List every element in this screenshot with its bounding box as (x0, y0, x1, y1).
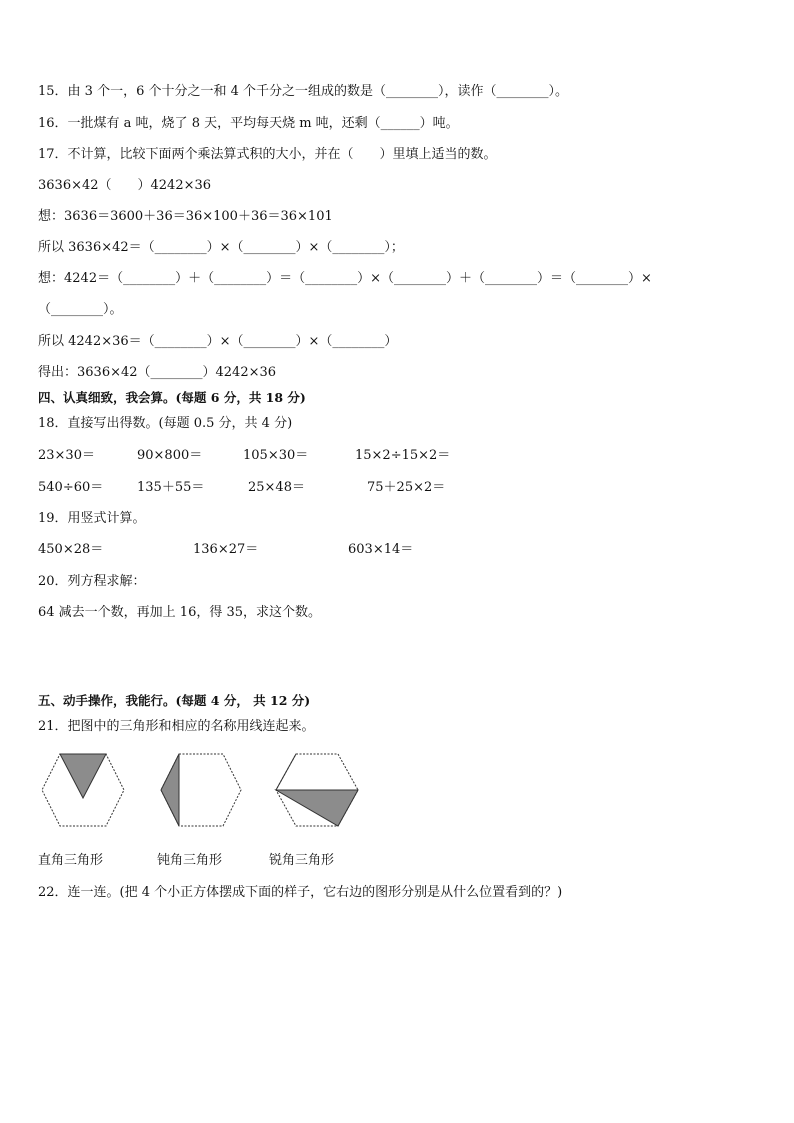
vertical-calc-item: 136×27＝ (193, 542, 259, 557)
vertical-calc-item: 603×14＝ (348, 542, 414, 557)
vertical-calc-item: 450×28＝ (38, 542, 104, 557)
calc-item: 105×30＝ (243, 448, 309, 463)
calc-item: 25×48＝ (248, 480, 305, 495)
calc-item: 23×30＝ (38, 448, 95, 463)
question-17-compare: 3636×42（ ）4242×36 (38, 178, 212, 193)
calc-item: 135＋55＝ (137, 480, 205, 495)
question-17-so1: 所以 3636×42＝（________）×（________）×（________）； (38, 240, 404, 255)
question-17-think1: 想：3636＝3600＋36＝36×100＋36＝36×101 (38, 209, 333, 224)
question-20-stem: 20．列方程求解： (38, 574, 146, 589)
question-22: 22．连一连。(把 4 个小正方体摆成下面的样子，它右边的图形分别是从什么位置看到的？) (38, 885, 563, 900)
calc-item: 75＋25×2＝ (367, 480, 446, 495)
hexagon-right-triangle-figure (38, 750, 128, 830)
question-20-text: 64 减去一个数，再加上 16，得 35，求这个数。 (38, 605, 322, 620)
question-15: 15．由 3 个一，6 个十分之一和 4 个千分之一组成的数是（________），读作（________）。 (38, 84, 569, 99)
question-19-stem: 19．用竖式计算。 (38, 511, 146, 526)
question-17-think2-cont: （________）。 (38, 302, 123, 317)
question-21-stem: 21．把图中的三角形和相应的名称用线连起来。 (38, 719, 315, 734)
calc-item: 15×2÷15×2＝ (355, 448, 451, 463)
section-5-heading: 五、动手操作，我能行。(每题 4 分， 共 12 分) (38, 693, 311, 708)
question-17-stem: 17．不计算，比较下面两个乘法算式积的大小，并在（ ）里填上适当的数。 (38, 147, 497, 162)
triangle-name-label: 钝角三角形 (157, 853, 223, 868)
question-17-think2: 想：4242＝（________）＋（________）＝（________）×（________）＋（________）＝（________）× (38, 271, 652, 286)
triangle-name-label: 锐角三角形 (269, 853, 335, 868)
hexagon-obtuse-triangle-figure (155, 750, 245, 830)
section-4-heading: 四、认真细致，我会算。(每题 6 分，共 18 分) (38, 390, 306, 405)
question-18-stem: 18．直接写出得数。(每题 0.5 分，共 4 分) (38, 416, 293, 431)
calc-item: 90×800＝ (137, 448, 203, 463)
hexagon-acute-triangle-figure (272, 750, 362, 830)
question-17-so2: 所以 4242×36＝（________）×（________）×（________） (38, 334, 398, 349)
question-16: 16．一批煤有 a 吨，烧了 8 天，平均每天烧 m 吨，还剩（______）吨。 (38, 116, 459, 131)
calc-item: 540÷60＝ (38, 480, 104, 495)
question-17-result: 得出：3636×42（________）4242×36 (38, 365, 277, 380)
triangle-name-label: 直角三角形 (38, 853, 104, 868)
